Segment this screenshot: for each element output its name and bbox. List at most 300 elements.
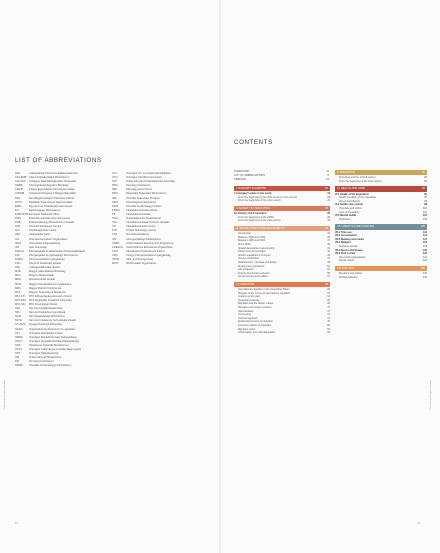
toc-entry[interactable] <box>234 275 330 279</box>
abbreviation-value: United Nations Development Programme <box>126 241 174 245</box>
toc-entry-page: 64 <box>327 295 330 299</box>
abbreviation-value: Magyar Rektori Konferencia <box>29 286 62 290</box>
toc-entry-label: From the beginning of the 21st century <box>238 199 281 203</box>
toc-entry-page: 39 <box>327 242 330 246</box>
abbreviation-key: OTH <box>112 176 118 180</box>
toc-section-sec-5 <box>335 170 427 183</box>
toc-entry-label: Social security and welfare <box>238 275 268 279</box>
toc-entry-page: 80 <box>327 324 330 328</box>
abbreviation-value: International Labour Organization <box>29 237 68 241</box>
abbreviation-key: INFO <box>15 241 22 245</box>
toc-entry-label: VII.3 Reading and media <box>335 237 364 241</box>
toc-entry-page: 45 <box>327 253 330 257</box>
toc-column-left <box>234 186 330 338</box>
entry-label: FOREWORD <box>234 170 250 173</box>
toc-entry-label: Introduction <box>238 232 252 236</box>
toc-entry-page: 95 <box>424 196 427 200</box>
toc-entry-label: Social inequalities in Hungary <box>238 253 271 257</box>
abbreviation-value: World Health Organization <box>126 262 157 266</box>
abbreviation-value: Magyar Kereskedelmi és Iparkamara <box>29 282 72 286</box>
abbreviation-key: ADA <box>15 172 21 175</box>
abbreviation-row <box>15 364 210 368</box>
toc-entry-page: 114 <box>422 237 427 241</box>
abbreviation-value: Egyetemi és Szakiskolai Intézmények <box>29 204 73 208</box>
abbreviation-value: Gazdaságkutató Intézet <box>29 229 57 233</box>
section-heading[interactable] <box>234 186 330 191</box>
toc-entry-page: 126 <box>422 259 427 263</box>
toc-entry-page: 124 <box>422 255 427 259</box>
section-heading-label: VII. LIFESTYLE AND CULTURE <box>337 225 375 229</box>
toc-entry-label: Since 2000 <box>238 242 251 246</box>
abbreviation-value: Oktatási és Kulturális Minisztérium <box>29 343 69 347</box>
section-heading[interactable] <box>335 170 427 175</box>
toc-entry-label: Migration policy <box>238 327 256 331</box>
abbreviation-value: Lakóépületek Közműves Ellátás Ateliersza <box>29 172 78 175</box>
abbreviation-value: Közigazgatási és Elektronikus Közszolgáltatások <box>29 249 86 253</box>
toc-entry-label: Naturalisation <box>238 309 254 313</box>
section-heading-page: 129 <box>420 266 425 270</box>
toc-entry-label: Hospitals and clinics <box>339 206 362 210</box>
abbreviation-key: TKI <box>112 225 117 229</box>
abbreviation-key: SZMM <box>15 364 23 368</box>
abbreviation-key: TKH <box>112 221 118 225</box>
abbreviation-key: NKTH <box>15 319 23 323</box>
toc-entry-label: Life prospects <box>238 268 254 272</box>
toc-section-sec-6 <box>335 186 427 221</box>
toc-entry-label: Political attitudes <box>339 275 358 279</box>
abbreviation-value: Közigazgatási és Igazságügyi Minisztérium <box>29 253 79 257</box>
abbreviation-key: MTA RKK <box>15 298 27 302</box>
toc-entry-page: 112 <box>422 234 427 238</box>
abbreviation-key: WHO <box>112 262 119 266</box>
abbreviation-value: Regionális Fejlesztési Miniszterium <box>126 192 167 196</box>
toc-entry-label: Poverty and social exclusion <box>238 271 270 275</box>
toc-entry-page: 88 <box>424 176 427 180</box>
toc-entry[interactable] <box>335 218 427 222</box>
abbreviation-key: CSKMB <box>15 192 25 196</box>
abbreviation-value: A Magyar Településfejlesztési Tanácsadó <box>29 180 77 184</box>
abbreviation-value: Állami Foglalkoztatási Minisztérium <box>29 176 70 180</box>
abbreviation-key: VÁTI <box>112 249 118 253</box>
abbreviation-value: Nemzeti Foglalkoztatási Alap <box>29 307 63 311</box>
entry-page: 11 <box>326 170 329 173</box>
toc-entry-label: Elections and parties <box>339 272 363 276</box>
abbreviation-value: MTA Közgazdaság-tudományi Intézet <box>29 294 72 298</box>
abbreviation-key: OVI <box>112 172 117 175</box>
toc-entry-page: 34 <box>327 232 330 236</box>
toc-entry-page: 53 <box>327 268 330 272</box>
abbreviation-key: SZMI <box>112 204 119 208</box>
abbreviation-key: NFÜ <box>15 311 21 315</box>
toc-entry[interactable] <box>335 259 427 263</box>
toc-entry[interactable] <box>335 180 427 184</box>
toc-entry-page: 130 <box>422 272 427 276</box>
abbreviation-value <box>126 364 209 368</box>
abbreviation-key: NFA <box>15 307 21 311</box>
abbreviation-value: Fővárosi Munkaügyi Tanács <box>29 225 62 229</box>
toc-column-right <box>335 170 427 282</box>
section-heading-label: V. EDUCATION <box>337 171 356 174</box>
toc-entry-page: 37 <box>327 239 330 243</box>
abbreviation-key: MTA <box>15 290 21 294</box>
toc-entry-label: Refugees and asylum seekers <box>238 306 272 310</box>
abbreviation-key: OOK <box>15 343 21 347</box>
toc-entry-page: 43 <box>327 250 330 254</box>
toc-section-sec-2 <box>234 206 330 223</box>
toc-section-sec-4 <box>234 282 330 335</box>
toc-entry-page: 16 <box>327 192 330 196</box>
spine-label <box>4 300 8 410</box>
abbreviation-key: ISZ <box>15 245 20 249</box>
abbreviation-value: Nemzeti Kutatási és Technológiai Hivatal <box>29 319 76 323</box>
abbreviation-key: KÖZIG <box>15 257 24 261</box>
abbreviation-key: FMIH <box>15 221 22 225</box>
toc-entry-page: 94 <box>424 192 427 196</box>
section-heading[interactable] <box>234 206 330 211</box>
toc-entry-page: 96 <box>424 199 427 203</box>
toc-entry-page: 116 <box>422 241 427 245</box>
toc-entry-label: Commuting <box>238 313 251 317</box>
abbreviation-value: Központi Statisztikai Hivatal <box>29 262 61 266</box>
abbreviation-key: MTA SZI <box>15 303 25 306</box>
toc-entry-label: From the beginning of the 21st century <box>238 219 281 223</box>
abbreviation-key: OKI <box>15 331 20 335</box>
abbreviation-key: KSH <box>15 262 21 266</box>
toc-entry-page: 49 <box>327 260 330 264</box>
toc-entry-label: Spatial dimensions of migration <box>238 320 273 324</box>
toc-entry-label: From the beginning of the 1990s <box>238 215 274 219</box>
toc-section-sec-1 <box>234 186 330 203</box>
abbreviation-value: Városépítési Tudományos Intézet <box>126 249 165 253</box>
abbreviation-key: MKIK <box>15 282 22 286</box>
abbreviation-key <box>112 364 126 368</box>
abbreviation-key: PM <box>15 360 19 364</box>
toc-entry-page: 22 <box>327 199 330 203</box>
section-heading-page: 93 <box>422 187 425 191</box>
abbreviation-key: TMI <box>112 229 117 233</box>
abbreviation-value: Helyiérdekű Vasút <box>29 233 50 237</box>
abbreviation-key: TSZ <box>112 233 117 237</box>
abbreviation-key: ÁFÁ EMB <box>15 176 27 180</box>
toc-entry[interactable] <box>335 276 427 280</box>
abbreviation-value: Cigány Egyesületek Fórumának Irodája <box>29 188 75 192</box>
abbreviation-value: Organisation for Economic Co-operation <box>29 327 76 331</box>
abbreviation-value: Termelőszövetkezet <box>126 233 149 237</box>
abbreviation-key: PFM <box>112 184 118 188</box>
toc-entry-page: 28 <box>327 215 330 219</box>
abbreviation-value: Környezetvédelmi Igazgatóság <box>29 257 65 261</box>
abbreviation-value: Egészségügyi Minisztérium <box>29 208 61 212</box>
abbreviation-key: FMT <box>15 225 21 229</box>
abbreviation-key: ÖM <box>15 356 20 360</box>
toc-entry-page: 104 <box>422 214 427 218</box>
abbreviation-key: TÁRKI <box>112 208 120 212</box>
abbreviation-key: TEKI <box>112 217 118 221</box>
front-matter-list <box>234 170 329 182</box>
toc-entry-page: 55 <box>327 271 330 275</box>
abbreviation-key: FIDH <box>15 217 22 221</box>
abbreviation-key: ALKOSZ <box>15 180 26 184</box>
abbreviation-value: Szociális és Munkaügyi Intézet <box>126 204 162 208</box>
toc-entry-page: 35 <box>327 235 330 239</box>
abbreviation-value: Pénzügyminisztérium <box>29 360 54 364</box>
abbreviation-value: Országos Munkabiztonsági Felügyelőség <box>29 335 77 339</box>
abbreviation-key: ILO <box>15 237 20 241</box>
toc-entry-label: VI.3 Mental health <box>335 214 357 218</box>
abbreviation-value: Országos Nyugdíjbiztosítási Főigazgatóság <box>29 339 79 343</box>
toc-entry-page: 57 <box>327 275 330 279</box>
toc-entry-label: Urban and rural societies <box>238 250 266 254</box>
toc-entry-page: 70 <box>327 306 330 310</box>
toc-entry-page: 132 <box>422 275 427 279</box>
abbreviation-value: Országos Tisztifőorvosi Hivatal <box>126 176 162 180</box>
toc-entry-label: Health condition of the population <box>339 196 377 200</box>
abbreviation-value: Földművelésügyi Minisztérium Hivatala <box>29 221 74 225</box>
toc-entry-label: A glance at the past <box>238 295 260 299</box>
section-heading[interactable] <box>234 226 330 231</box>
section-heading[interactable] <box>335 266 427 271</box>
toc-entry-label: Social capital <box>339 259 354 263</box>
abbreviation-key: OTP <box>15 352 21 356</box>
abbreviation-key: DTNY <box>15 200 23 204</box>
abbreviation-key: OMMF <box>15 335 23 339</box>
toc-entry-label: VII.1 Time use <box>335 230 352 234</box>
abbreviation-value: Lakásgazdálkodási Hivatal <box>29 266 60 270</box>
toc-entry-label: Care of the elderly <box>339 210 360 214</box>
abbreviation-key: EÜ <box>15 208 19 212</box>
toc-entry-label: II.1 History of the transition <box>234 212 267 216</box>
abbreviation-key: MÁV <box>15 274 21 278</box>
section-heading-label: I. HUNGARY IN EUROPE <box>236 187 267 190</box>
abbreviation-value: Magyar Akkreditációs Bizottság <box>29 270 66 274</box>
toc-entry-page: 51 <box>327 264 330 268</box>
abbreviation-value: Délalföldi Tudományos Népszámlálás <box>29 200 73 204</box>
toc-entry-label: VII.4 Religion <box>335 241 351 245</box>
toc-entry-label: Hungary at the centre of international migration <box>238 291 291 295</box>
abbreviation-value: Országos Takarékpénztár <box>29 352 59 356</box>
section-heading-label: IV. MIGRATION <box>236 282 255 286</box>
abbreviation-value: European Statistical Office <box>29 212 60 216</box>
section-heading-label: VIII. POLITICS <box>337 266 355 270</box>
section-heading-label: VI. HEALTH AND CARE <box>337 187 365 191</box>
abbreviation-value: Magyar Államvasutak <box>29 274 54 278</box>
abbreviation-value: Közép-Európai Egyetem Bizottság <box>29 184 69 188</box>
abbreviation-value: Társadalomkutatási Központ Hivatala <box>126 221 169 225</box>
toc-entry-label: Illness and lifestyle <box>339 199 360 203</box>
abbreviation-key: TB <box>112 212 116 216</box>
abbreviation-key: SZF <box>112 196 117 200</box>
toc-entry-label: From the beginning of the 20th century to the present <box>238 195 297 199</box>
abbreviation-key: DIKI <box>15 196 21 200</box>
abbreviation-key: OTKA <box>15 348 23 352</box>
abbreviation-list <box>15 172 210 369</box>
abbreviation-key: MEH <box>15 278 21 282</box>
abbreviation-value: Ipari Szövetség <box>29 245 47 249</box>
spine-label <box>430 300 434 410</box>
abbreviation-key: ONYF <box>15 339 23 343</box>
abbreviation-value: United Nations Educational Organization <box>126 245 173 249</box>
toc-entry-label: Relationships, marriage and family <box>238 260 277 264</box>
toc-entry-label: Employment and labour <box>238 264 265 268</box>
abbreviation-value: Országos Tudományos Kutatási Alapprogram <box>29 348 82 352</box>
toc-entry-page: 106 <box>422 217 427 221</box>
page-number: | 9 <box>417 522 420 525</box>
toc-entry-label: Hungarians abroad <box>238 298 260 302</box>
toc-entry-page: 74 <box>327 313 330 317</box>
abbreviation-value: Magyar Tudományos Akadémia <box>29 290 66 294</box>
toc-section-sec-8 <box>335 266 427 279</box>
abbreviation-key: HÉV <box>15 233 21 237</box>
toc-entry-page: 30 <box>327 219 330 223</box>
page-title: LIST OF ABBREVIATIONS <box>15 157 102 164</box>
abbreviation-key: KEKKH <box>15 249 24 253</box>
section-heading-page: 87 <box>422 171 425 174</box>
toc-entry-page: 72 <box>327 309 330 313</box>
abbreviation-value: MTA Regionális Kutatások Központja <box>29 298 72 302</box>
toc-entry-label: Schooling and the school system <box>339 176 376 180</box>
toc-entry[interactable] <box>234 199 330 203</box>
section-heading[interactable] <box>234 282 330 287</box>
abbreviation-value: Fiatal Demokraták Helyi Szervezete <box>29 217 71 221</box>
abbreviation-value: Pénzügyminisztérium <box>126 184 151 188</box>
abbreviation-key: SZKI <box>112 200 118 204</box>
toc-entry-label: Addictions <box>339 217 351 221</box>
abbreviation-value: Szociális és Munkaügyi Minisztérium <box>29 364 72 368</box>
abbreviation-value: Vízügyi Környezetvédelmi Igazgatóság <box>126 253 171 257</box>
abbreviation-key: ÜKI <box>112 237 117 241</box>
toc-entry-label: VI.1 Health of the population <box>335 192 369 196</box>
abbreviation-value: Önkormányzati Minisztérium <box>29 356 62 360</box>
toc-entry-label: From the beginning of the 21st century <box>339 179 382 183</box>
entry-page: 13 <box>326 178 329 181</box>
toc-entry-label: VI.2 Health care system <box>335 203 363 207</box>
toc-entry-page: 26 <box>327 212 330 216</box>
abbreviation-key: VKKI <box>112 253 118 257</box>
toc-entry-label: VII.2 Consumption <box>335 234 357 238</box>
toc-entry-label: International migration in the Carpathian Basin <box>238 288 290 292</box>
toc-section-sec-7 <box>335 224 427 263</box>
section-heading[interactable] <box>335 186 427 191</box>
toc-entry-page: 62 <box>327 291 330 295</box>
abbreviation-value: Információs Főigazgatóság <box>29 241 61 245</box>
abbreviation-key: MTA KTI <box>15 294 25 298</box>
abbreviation-value: Nemzetgazdasági Minisztérium <box>29 315 66 319</box>
section-heading-page: 109 <box>420 225 425 229</box>
abbreviation-value: Cselekvési Program a Magyar Bányákért <box>29 192 77 196</box>
abbreviation-value: Társadalomkutatási Intézet <box>126 208 158 212</box>
section-heading-page: 25 <box>325 206 328 210</box>
left-page <box>0 0 219 553</box>
section-heading-label: II. SOCIETY IN TRANSITION <box>236 206 270 210</box>
section-heading-label: III. SOCIAL STRUCTURE AND MOBILITY <box>236 226 285 230</box>
toc-entry-label: Non-profit organisations <box>339 255 366 259</box>
abbreviation-value: Szociális Fejlesztési Program <box>126 196 160 200</box>
toc-entry-label: VII.5 Sports and leisure <box>335 248 363 252</box>
abbreviation-key: EMSI <box>15 204 22 208</box>
abbreviation-key: NGM <box>15 315 22 319</box>
toc-entry-label: Between 1990 and 2000 <box>238 239 266 243</box>
toc-entry-label: Urbanisation and suburbanisation <box>238 331 276 335</box>
toc-entry-label: VII.6 Civil society <box>335 252 356 256</box>
toc-entry-page: 68 <box>327 302 330 306</box>
toc-entry-page: 120 <box>422 248 427 252</box>
toc-entry-page: 98 <box>424 203 427 207</box>
abbreviation-value: Szociológiai Kutatóintézet <box>126 200 156 204</box>
abbreviation-key: EUROSTAT <box>15 212 29 216</box>
abbreviation-key: CEFIB <box>15 188 23 192</box>
abbreviation-key: UNDP <box>112 241 120 245</box>
abbreviation-value: Nyugat-Dunántúli Szövetség <box>29 323 62 327</box>
toc-entry-page: 47 <box>327 257 330 261</box>
toc-entry-page: 76 <box>327 316 330 320</box>
toc-entry[interactable] <box>234 219 330 223</box>
abbreviation-value: Országos Víz- és Csatornaszolgáltatás <box>126 172 171 175</box>
toc-entry-page: 100 <box>422 206 427 210</box>
toc-entry-label: Religious activity <box>339 244 358 248</box>
toc-entry-page: 66 <box>327 298 330 302</box>
abbreviation-value: Pécsi Egyetemi Fórum <box>126 188 153 192</box>
abbreviation-value: Országos Közoktatási Intézet <box>29 331 63 335</box>
abbreviation-value: Területi Munkaügyi Intézet <box>126 229 157 233</box>
abbreviation-key: ÖTF <box>112 180 118 184</box>
abbreviation-key: VPOP <box>112 257 120 261</box>
toc-entry-label: Spatial development and poverty <box>238 246 275 250</box>
toc-entry-page: 18 <box>327 195 330 199</box>
abbreviation-key: GKI <box>15 229 20 233</box>
entry-label: PREFACE <box>234 178 247 181</box>
toc-entry-label: I.1 Hungary's place in the world <box>234 192 272 196</box>
abbreviation-value: Nemzeti Fejlesztési Ügynökség <box>29 311 66 315</box>
toc-entry-page: 90 <box>424 179 427 183</box>
toc-entry-label: Internal migration <box>238 316 258 320</box>
abbreviation-key: UNESCO <box>112 245 124 249</box>
section-heading-page: 33 <box>325 226 328 230</box>
toc-section-sec-3 <box>234 226 330 279</box>
right-page <box>221 0 440 553</box>
section-heading[interactable] <box>335 224 427 229</box>
abbreviation-value: Dél-Magyarországi Közlekedési Intézet <box>29 196 74 200</box>
toc-entry-label: Income distribution <box>238 257 259 261</box>
toc-entry-page: 118 <box>423 244 427 248</box>
toc-entry-page: 84 <box>327 331 330 335</box>
toc-entry-page: 41 <box>327 246 330 250</box>
toc-entry-page: 82 <box>327 327 330 331</box>
abbreviation-key: NYUSZÖ <box>15 323 26 327</box>
abbreviation-key: OECD <box>15 327 23 331</box>
abbreviation-key: PÉF <box>112 188 118 192</box>
section-heading-page: 15 <box>325 187 328 190</box>
abbreviation-value: Üzemgazdasági Kutatóintézet <box>126 237 161 241</box>
abbreviation-key: RFM <box>112 192 118 196</box>
section-heading-page: 59 <box>325 282 328 286</box>
toc-entry-page: 78 <box>327 320 330 324</box>
abbreviation-value: Társadalomkutató Intézet <box>126 225 156 229</box>
entry-label: LIST OF ABBREVIATIONS <box>234 174 266 177</box>
page-title: CONTENTS <box>234 139 273 146</box>
front-matter-entry[interactable] <box>234 178 329 182</box>
toc-entry[interactable] <box>234 331 330 335</box>
abbreviation-value: Vám- és Pénzügyőrség <box>126 257 153 261</box>
spine-text: Contemporary Hungarian Society <box>430 380 432 410</box>
abbreviation-value: Társadalombiztosítás <box>126 212 151 216</box>
abbreviation-key: CEEB <box>15 184 23 188</box>
toc-entry-page: 110 <box>422 230 427 234</box>
abbreviation-key: KIM <box>15 253 20 257</box>
abbreviation-value: Területfejlesztési Kutatóintézet <box>126 217 162 221</box>
toc-entry-page: 122 <box>422 252 427 256</box>
spine-text: Contemporary Hungarian Society <box>4 380 6 410</box>
abbreviation-key: MAB <box>15 270 21 274</box>
